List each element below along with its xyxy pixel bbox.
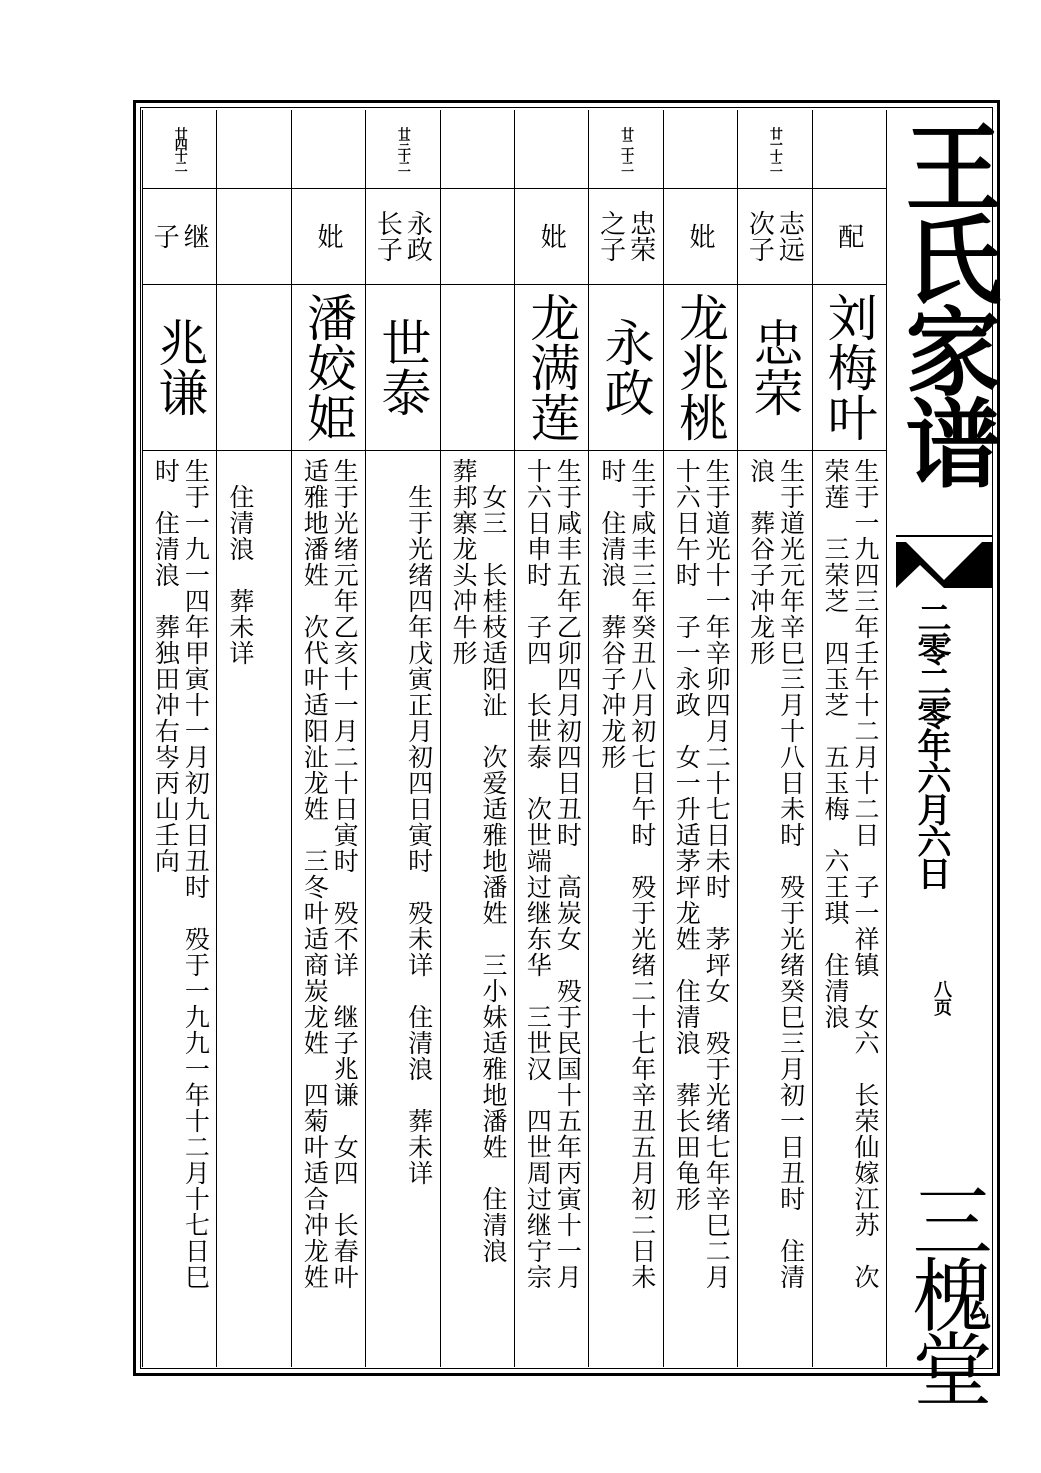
biography-text: 生于光绪四年戊寅正月初四日寅时 殁未详 住清浪 葬未详 — [404, 458, 434, 1186]
relation-cell-text: 妣 — [536, 223, 567, 249]
name-cell — [291, 284, 365, 450]
relation-cell-text: 忠荣 之子 — [595, 210, 656, 262]
relation-cell — [514, 188, 588, 284]
relation-cell — [142, 188, 216, 284]
relation-cell-text: 永政 长子 — [372, 210, 433, 262]
generation-cell — [291, 110, 365, 188]
date-label: 二零二零年六月六日 — [911, 600, 951, 888]
generation-cell-text: 廿三十二 — [394, 127, 410, 171]
generation-cell — [514, 110, 588, 188]
name-cell-text: 永政 — [596, 317, 655, 417]
name-cell-text: 龙兆桃 — [670, 292, 729, 442]
relation-cell — [588, 188, 662, 284]
name-cell-text: 刘梅叶 — [819, 292, 878, 442]
relation-cell-text: 继 子 — [149, 223, 210, 249]
name-cell — [737, 284, 811, 450]
biography-text: 生于道光十一年辛卯四月二十七日未时 茅坪女 殁于光绪七年辛巳二月 十六日午时 子一永政 女一升适茅坪龙姓 住清浪 葬长田龟形 — [672, 458, 732, 1290]
generation-cell — [663, 110, 737, 188]
biography-text: 生于一九四三年壬午十二月十二日 子一祥镇 女六 长荣仙嫁江苏 次 荣莲 三荣芝 四玉芝 五玉梅 六王琪 住清浪 — [821, 458, 880, 1290]
relation-cell — [440, 188, 514, 284]
relation-cell — [365, 188, 439, 284]
name-cell — [440, 284, 514, 450]
generation-cell-text: 廿二十二 — [618, 127, 634, 171]
banner-decoration — [896, 532, 992, 588]
name-cell — [663, 284, 737, 450]
biography-text: 住清浪 葬未详 — [225, 484, 255, 666]
generation-cell — [440, 110, 514, 188]
name-cell — [514, 284, 588, 450]
relation-cell-text: 配 — [833, 223, 864, 249]
genealogy-table — [142, 110, 886, 1367]
generation-cell — [365, 110, 439, 188]
page-number: 八页 — [931, 980, 952, 1016]
relation-cell — [216, 188, 290, 284]
biography-text: 生于一九一四年甲寅十一月初九日丑时 殁于一九九一年十二月十七日巳 时 住清浪 葬独田冲右岑丙山壬向 — [151, 458, 211, 1290]
generation-cell — [142, 110, 216, 188]
row-rule — [142, 450, 886, 451]
generation-cell-text: 廿四十二 — [171, 127, 187, 171]
biography-text: 生于光绪元年乙亥十一月二十日寅时 殁不详 继子兆谦 女四 长春叶 适雅地潘姓 次代叶适阳沚龙姓 三冬叶适商炭龙姓 四菊叶适合冲龙姓 — [300, 458, 360, 1290]
name-cell-text: 兆谦 — [150, 317, 209, 417]
relation-cell-text: 志远 次子 — [744, 210, 805, 262]
generation-cell — [812, 110, 886, 188]
hall-name: 三槐堂 — [899, 1180, 992, 1402]
name-cell-text: 潘姣姫 — [298, 292, 357, 442]
generation-cell — [588, 110, 662, 188]
relation-cell-text: 妣 — [312, 223, 343, 249]
relation-cell — [812, 188, 886, 284]
biography-text: 生于咸丰五年乙卯四月初四日丑时 高炭女 殁于民国十五年丙寅十一月 十六日申时 子四 长世泰 次世端过继东华 三世汉 四世周过继宁宗 — [523, 458, 583, 1290]
column-rule — [886, 110, 887, 1367]
generation-cell — [737, 110, 811, 188]
name-cell — [812, 284, 886, 450]
biography-text: 女三 长桂枝适阳沚 次爱适雅地潘姓 三小妹适雅地潘姓 住清浪 葬邦寨龙头冲牛形 — [449, 458, 508, 1264]
name-cell-text: 世泰 — [373, 317, 432, 417]
relation-cell — [663, 188, 737, 284]
relation-cell — [291, 188, 365, 284]
name-cell — [216, 284, 290, 450]
biography-text: 生于道光元年辛巳三月十八日未时 殁于光绪癸巳三月初一日丑时 住清 浪 葬谷子冲龙形 — [746, 458, 806, 1290]
relation-cell — [737, 188, 811, 284]
name-cell-text: 龙满莲 — [522, 292, 581, 442]
name-cell — [365, 284, 439, 450]
name-cell — [588, 284, 662, 450]
biography-text: 生于咸丰三年癸丑八月初七日午时 殁于光绪二十七年辛丑五月初二日未 时 住清浪 葬谷子冲龙形 — [597, 458, 657, 1290]
generation-cell-text: 廿一十二 — [766, 127, 782, 171]
generation-cell — [216, 110, 290, 188]
page-title: 王氏家谱 — [890, 118, 1003, 486]
name-cell-text: 忠荣 — [745, 317, 804, 417]
relation-cell-text: 妣 — [684, 223, 715, 249]
name-cell — [142, 284, 216, 450]
